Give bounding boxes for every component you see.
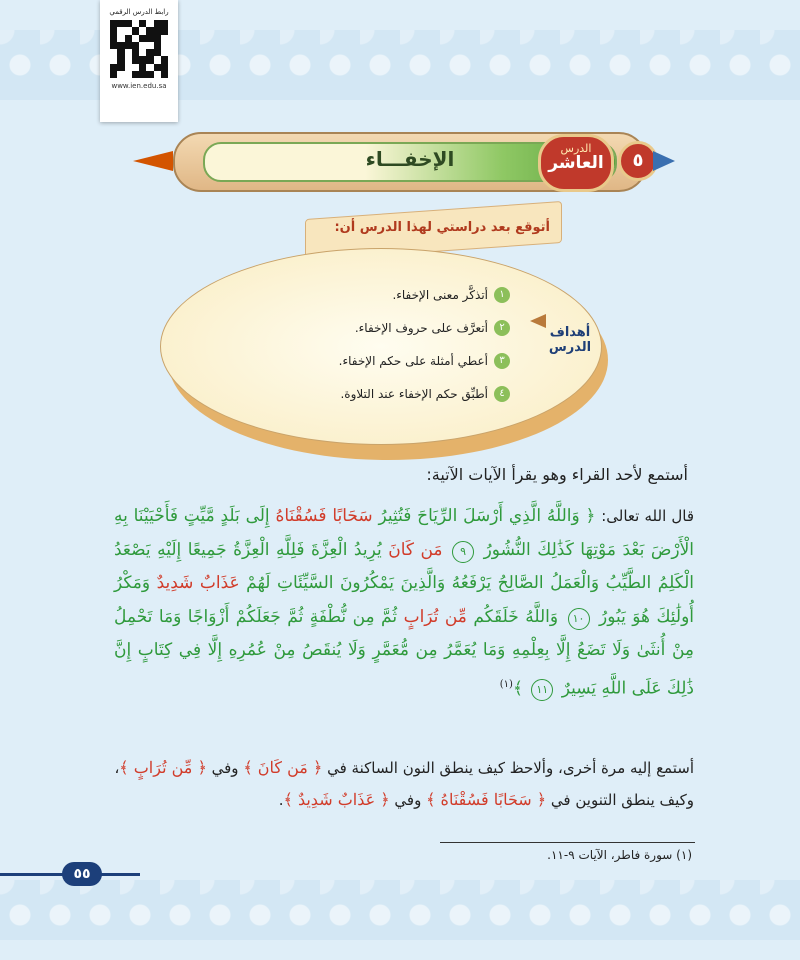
goal-number: ٤ bbox=[494, 386, 510, 402]
verse-text: ﴿ وَاللَّهُ الَّذِي أَرْسَلَ الرِّيَاحَ فَتُثِيرُ bbox=[378, 506, 596, 526]
verse-text: وَمَكْرُ أُولَٰئِكَ هُوَ يَبُورُ bbox=[114, 573, 695, 627]
verse-text: إِلَى بَلَدٍ مَّيِّتٍ فَأَحْيَيْنَا بِهِ الْأَرْضَ بَعْدَ مَوْتِهَا كَذَٰلِكَ النُّشُورُ bbox=[114, 506, 695, 560]
verse-prefix: قال الله تعالى: bbox=[601, 507, 695, 525]
para-tail: . bbox=[278, 791, 284, 809]
lesson-title: الإخفـــاء bbox=[365, 147, 455, 171]
banner-arrow-icon bbox=[133, 151, 173, 171]
example-highlight: ﴿ سَحَابًا فَسُقْنَاهُ ﴾ bbox=[426, 790, 547, 809]
example-highlight: ﴿ مِّن تُرَابٍ ﴾ bbox=[119, 758, 207, 777]
verse-text: ثُمَّ مِن نُّطْفَةٍ ثُمَّ جَعَلَكُمْ أَزْوَاجًا وَمَا تَحْمِلُ مِنْ أُنثَىٰ وَلَا تَضَعُ إِلَّا بِعِلْمِهِ وَمَا يُعَمَّرُ مِن مُّعَمَّرٍ وَلَا يُنقَصُ مِنْ عُمُرِهِ إِلَّا فِي كِتَابٍ إِنَّ ذَٰلِكَ عَلَى اللَّهِ يَسِيرٌ bbox=[114, 606, 694, 699]
list-item bbox=[270, 311, 510, 344]
goal-number: ٢ bbox=[494, 320, 510, 336]
ayah-number: ٩ bbox=[452, 541, 474, 563]
paragraph-noon bbox=[114, 758, 694, 777]
qr-code-card[interactable] bbox=[100, 0, 178, 122]
verse-highlight: مَن كَانَ bbox=[388, 539, 443, 560]
para-tail: ، bbox=[114, 759, 120, 777]
footnote: (١) سورة فاطر، الآيات ٩-١١. bbox=[547, 848, 692, 862]
para-and: وفي bbox=[394, 791, 422, 809]
paragraph-tanween bbox=[114, 790, 694, 809]
list-item bbox=[270, 344, 510, 377]
bottom-ornament-band bbox=[0, 880, 800, 940]
goal-text: أطبِّق حكم الإخفاء عند التلاوة. bbox=[340, 386, 488, 401]
ayah-number: ١٠ bbox=[568, 608, 590, 630]
qr-url[interactable]: www.ien.edu.sa bbox=[111, 82, 167, 90]
example-highlight: ﴿ عَذَابٌ شَدِيدٌ ﴾ bbox=[283, 790, 390, 809]
lesson-word: الدرس bbox=[560, 142, 592, 155]
verse-text: يُرِيدُ الْعِزَّةَ فَلِلَّهِ الْعِزَّةُ جَمِيعًا إِلَيْهِ يَصْعَدُ الْكَلِمُ الطَّيِّبُ وَالْعَمَلُ الصَّالِحُ يَرْفَعُهُ وَالَّذِينَ يَمْكُرُونَ السَّيِّئَاتِ لَهُمْ bbox=[114, 539, 694, 593]
verse-end: ﴾ bbox=[512, 678, 523, 699]
goal-text: أتذكَّر معنى الإخفاء. bbox=[392, 287, 488, 302]
qr-code-icon[interactable] bbox=[110, 20, 168, 78]
goal-text: أتعرَّف على حروف الإخفاء. bbox=[354, 320, 488, 335]
goals-list bbox=[270, 278, 510, 410]
banner-arrow-right-icon bbox=[653, 151, 675, 171]
goals-header: أتوقع بعد دراستي لهذا الدرس أن: bbox=[334, 220, 550, 235]
verse-highlight: عَذَابٌ شَدِيدٌ bbox=[156, 573, 240, 593]
goal-number: ٣ bbox=[494, 353, 510, 369]
list-item bbox=[270, 377, 510, 410]
ayah-number: ١١ bbox=[531, 679, 553, 701]
lesson-badge bbox=[538, 134, 614, 192]
goals-label: أهداف الدرس bbox=[548, 325, 592, 355]
qr-title: رابط الدرس الرقمي bbox=[109, 8, 169, 16]
para-text: أستمع إليه مرة أخرى، وألاحظ كيف ينطق النون الساكنة في bbox=[327, 759, 694, 777]
verse-text: وَاللَّهُ خَلَقَكُم bbox=[473, 606, 559, 627]
goal-text: أعطي أمثلة على حكم الإخفاء. bbox=[338, 353, 488, 368]
lesson-goals bbox=[150, 210, 620, 455]
quran-verses bbox=[114, 500, 694, 706]
para-and: وفي bbox=[211, 759, 239, 777]
footnote-divider bbox=[440, 842, 695, 843]
lesson-ordinal: العاشر bbox=[548, 153, 604, 173]
goal-number: ١ bbox=[494, 287, 510, 303]
verse-highlight: مِّن تُرَابٍ bbox=[403, 606, 467, 627]
intro-text: أستمع لأحد القراء وهو يقرأ الآيات الآتية: bbox=[426, 465, 688, 484]
lesson-banner bbox=[133, 127, 673, 193]
page-number: ٥٥ bbox=[62, 862, 102, 886]
para-text: وكيف ينطق التنوين في bbox=[550, 791, 694, 809]
footnote-mark[interactable]: (١) bbox=[499, 678, 513, 690]
example-highlight: ﴿ مَن كَانَ ﴾ bbox=[243, 758, 323, 777]
list-item bbox=[270, 278, 510, 311]
unit-number: ٥ bbox=[618, 141, 658, 181]
verse-highlight: سَحَابًا فَسُقْنَاهُ bbox=[275, 506, 373, 526]
